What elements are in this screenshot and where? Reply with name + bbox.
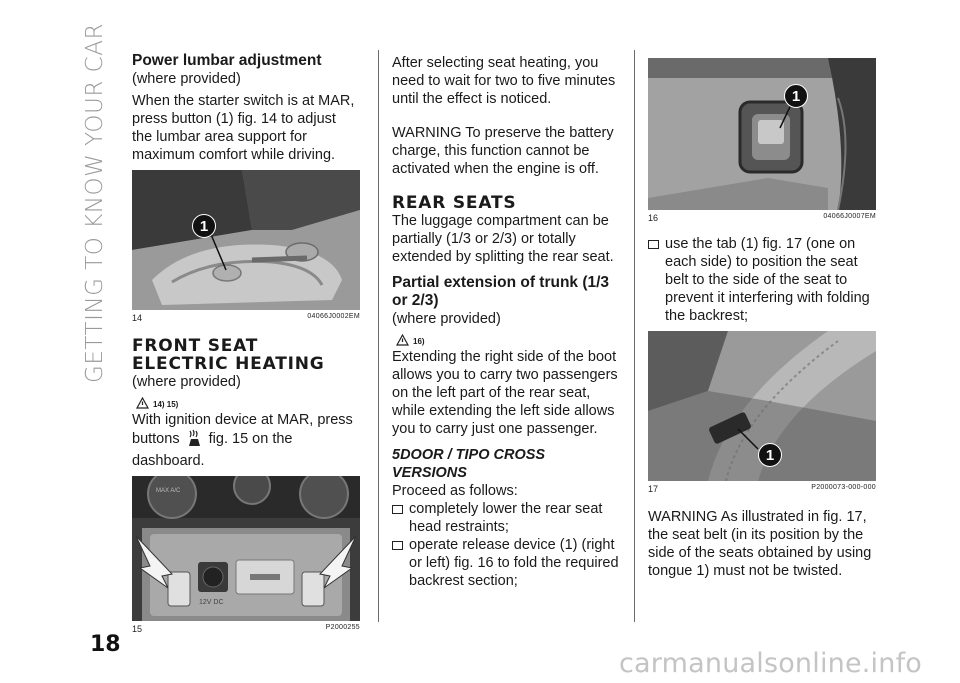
heating-text: With ignition device at MAR, press buttons fig. 15 on the dashboard. — [132, 412, 353, 469]
column-1 — [132, 52, 360, 634]
heading-versions: 5DOOR / TIPO CROSS VERSIONS — [392, 447, 546, 481]
figure-caption: 15 P2000255 — [132, 624, 360, 634]
bullet-square-icon — [392, 505, 403, 514]
partial-extension-text: Extending the right side of the boot allows you to carry two passengers on the left part of the rear seat, while extending the left side allows you to carry just one passenger. — [392, 349, 618, 437]
figure-caption: 16 04066J0007EM — [648, 213, 876, 223]
list-item: completely lower the rear seat head restraints; — [392, 500, 620, 536]
figure-16 — [648, 58, 876, 210]
knob-label: MAX A/C — [156, 488, 181, 494]
column-2 — [392, 54, 620, 590]
bullet-square-icon — [392, 541, 403, 550]
callout-marker: 1 — [784, 84, 808, 108]
battery-warning: WARNING To preserve the battery charge, this function cannot be activated when the engine is off. — [392, 125, 614, 177]
figure-14 — [132, 170, 360, 310]
heading-partial-extension: Partial extension of trunk (1/3 or 2/3) — [392, 274, 610, 309]
heading-rear-seats: REAR SEATS — [392, 193, 517, 213]
socket-label: 12V DC — [199, 599, 224, 606]
rear-seats-text: The luggage compartment can be partially (1/3 or 2/3) or totally extended by splitting the rear seat. — [392, 213, 614, 265]
warning-reference: 14) 15) — [136, 393, 360, 409]
after-heating-text: After selecting seat heating, you need to wait for two to five minutes until the effect is noticed. — [392, 55, 616, 107]
where-provided: (where provided) — [132, 374, 241, 390]
column-divider — [378, 50, 379, 622]
rear-seat-release-illustration — [648, 58, 876, 210]
figure-17 — [648, 331, 876, 481]
list-item: operate release device (1) (right or left) fig. 16 to fold the required backrest section; — [392, 536, 620, 590]
callout-marker: 1 — [758, 443, 782, 467]
page-number: 18 — [90, 632, 121, 657]
proceed-text: Proceed as follows: — [392, 483, 518, 499]
list-item: use the tab (1) fig. 17 (one on each side) to position the seat belt to the side of the seat to prevent it interfering with folding the backrest; — [648, 235, 876, 325]
figure-15 — [132, 476, 360, 621]
heading-seat-heating: FRONT SEAT ELECTRIC HEATING — [132, 336, 325, 374]
seat-lumbar-illustration — [132, 170, 360, 310]
column-3 — [648, 58, 876, 580]
column-divider — [634, 50, 635, 622]
warning-triangle-icon — [396, 334, 409, 346]
figure-caption: 14 04066J0002EM — [132, 313, 360, 323]
lumbar-text: When the starter switch is at MAR, press button (1) fig. 14 to adjust the lumbar area support for maximum comfort while driving. — [132, 93, 355, 163]
heading-lumbar: Power lumbar adjustment — [132, 52, 322, 69]
where-provided: (where provided) — [132, 71, 241, 87]
where-provided: (where provided) — [392, 311, 501, 327]
figure-caption: 17 P2000073-000-000 — [648, 484, 876, 494]
warning-triangle-icon — [136, 397, 149, 409]
side-section-title: GETTING TO KNOW YOUR CAR — [82, 23, 108, 383]
bullet-square-icon — [648, 240, 659, 249]
watermark: carmanualsonline.info — [619, 648, 922, 679]
dashboard-heating-buttons-illustration — [132, 476, 360, 621]
warning-reference: 16) — [396, 330, 620, 346]
seat-belt-warning: WARNING As illustrated in fig. 17, the seat belt (in its position by the side of the seats obtained by using tongue 1) must not be twisted. — [648, 509, 872, 579]
seat-heating-icon — [186, 429, 202, 452]
callout-marker: 1 — [192, 214, 216, 238]
